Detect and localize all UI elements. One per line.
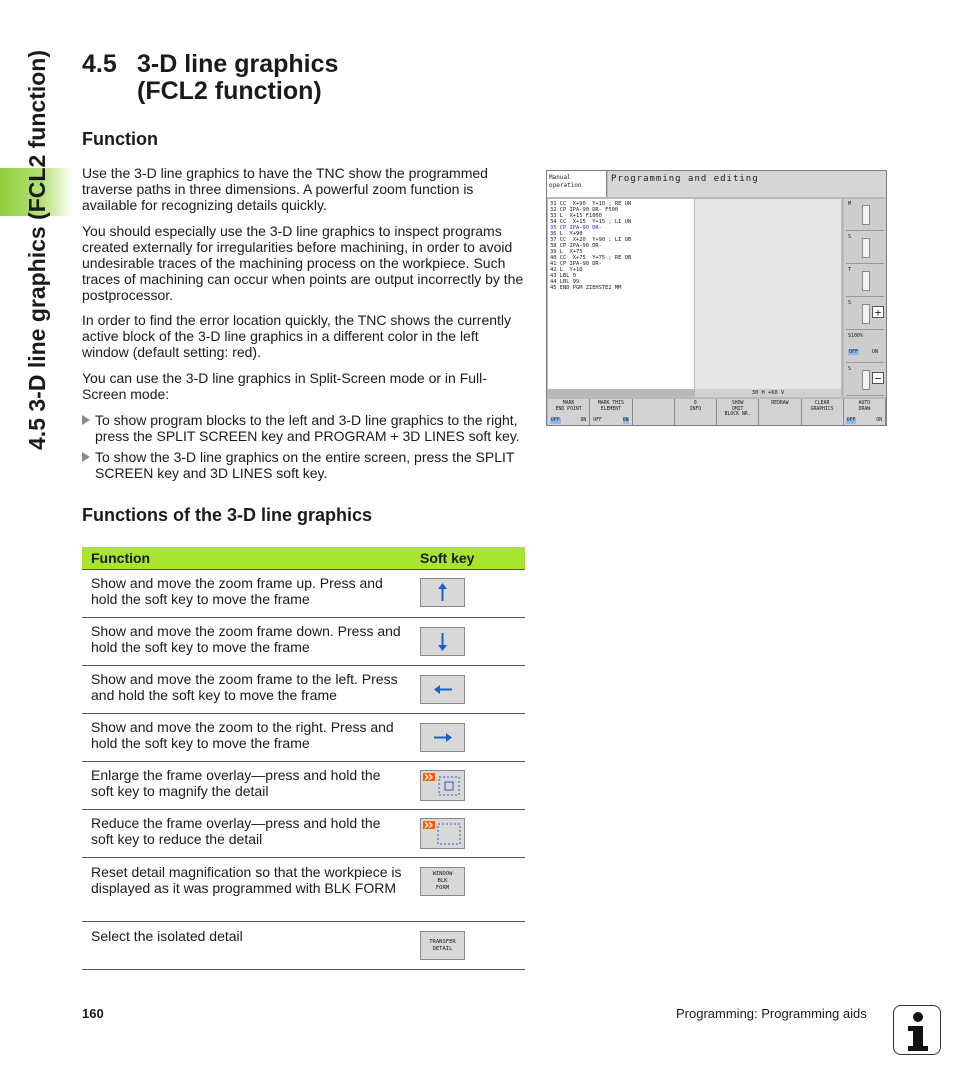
toggle-off: OFF: [551, 418, 560, 424]
softkey-arrow-right[interactable]: [420, 723, 465, 752]
table-row: Show and move the zoom frame up. Press and hold the soft key to move the frame: [82, 570, 525, 617]
page-title-line2: (FCL2 function): [137, 77, 322, 105]
section-number: 4.5: [82, 50, 117, 78]
minus-icon[interactable]: −: [872, 372, 884, 384]
paragraph-3: In order to find the error location quickly, the TNC shows the currently active block of the 3-D line graphics in a different color in the left window (default setting: red).: [82, 312, 512, 360]
info-icon: [893, 1005, 941, 1055]
screen-title: Programming and editing: [608, 171, 886, 197]
program-line[interactable]: 35 CP IPA-90 DR-: [550, 225, 602, 231]
program-window: [548, 199, 694, 389]
softkey-arrow-left[interactable]: [420, 675, 465, 704]
table-row: Enlarge the frame overlay—press and hold the soft key to magnify the detail: [82, 761, 525, 809]
screen-softkey-label: AUTO DRAW: [858, 401, 871, 412]
program-line[interactable]: 43 LBL 0: [550, 273, 576, 279]
graphics-window: [695, 199, 841, 389]
screen-softkey-label: MARK THIS ELEMENT: [597, 401, 624, 412]
side-panel-slot: [846, 265, 884, 297]
toggle-off: OFF: [849, 349, 859, 355]
section-heading-function: Function: [82, 129, 158, 149]
program-line[interactable]: 31 CC X+90 Y+10 ; RE UN: [550, 201, 632, 207]
tool-icon: [862, 238, 870, 258]
program-line[interactable]: 38 CP IPA-90 DR-: [550, 243, 602, 249]
side-panel-label: T: [848, 267, 852, 273]
paragraph-4: You can use the 3-D line graphics in Split-Screen mode or in Full-Screen mode:: [82, 370, 487, 402]
toggle-off: OFF: [846, 418, 856, 424]
program-line[interactable]: 33 L X+15 F1000: [550, 213, 602, 219]
program-line[interactable]: 37 CC X+20 Y+90 ; LI OB: [550, 237, 632, 243]
bullet-triangle-icon: [82, 452, 90, 462]
tool-icon: [862, 304, 870, 324]
arrow-up-icon: [421, 579, 464, 606]
toggle-on: ON: [876, 418, 882, 424]
softkey-arrow-up[interactable]: [420, 578, 465, 607]
table-row: Reset detail magnification so that the workpiece is displayed as it was programmed with BLK FORM WINDOW BLK FORM: [82, 857, 525, 921]
softkey-bar: [548, 399, 886, 425]
softkey-window-blk-form[interactable]: WINDOW BLK FORM: [420, 867, 465, 896]
screen-softkey[interactable]: [802, 399, 844, 425]
screen-softkey-label: 0 INFO: [689, 401, 702, 412]
screen-softkey[interactable]: [759, 399, 801, 425]
side-tab: [14, 50, 60, 700]
toggle-on: ON: [622, 418, 629, 424]
enlarge-frame-icon: [421, 771, 464, 800]
screen-softkey-label: SHOW OMIT BLOCK NR.: [724, 401, 751, 418]
mode-label: Manual operation: [547, 171, 607, 197]
program-line[interactable]: 40 CC X+75 Y+75 ; RE OB: [550, 255, 632, 261]
program-line[interactable]: 36 L Y+90: [550, 231, 583, 237]
side-panel-label: S100%: [848, 333, 864, 339]
page-number: 160: [82, 1006, 104, 1021]
program-line[interactable]: 39 L X+75: [550, 249, 583, 255]
section-heading-functions: Functions of the 3-D line graphics: [82, 505, 373, 525]
table-row: Reduce the frame overlay—press and hold the soft key to reduce the detail: [82, 809, 525, 857]
side-panel: [844, 199, 886, 397]
screen-softkey-label: CLEAR GRAPHICS: [810, 401, 834, 412]
reduce-frame-icon: [421, 819, 464, 848]
screen-softkey[interactable]: [633, 399, 675, 425]
program-line[interactable]: 45 END PGM ZIEHSTE2 MM: [550, 285, 622, 291]
side-panel-label: M: [848, 201, 852, 207]
screen-softkey-label: REDRAW: [771, 401, 789, 406]
side-panel-slot: [846, 199, 884, 231]
chapter-title: Programming: Programming aids: [676, 1006, 867, 1021]
column-header-function: Function: [91, 550, 151, 566]
screen-softkey[interactable]: [844, 399, 886, 425]
table-row: Show and move the zoom to the right. Press and hold the soft key to move the frame: [82, 713, 525, 761]
paragraph-1: Use the 3-D line graphics to have the TNC show the programmed traverse paths in three dimensions. A powerful zoom function is available for recognizing details quickly.: [82, 165, 488, 213]
table-row: Show and move the zoom frame to the left. Press and hold the soft key to move the frame: [82, 665, 525, 713]
angle-readout: 30 H +60 V: [695, 389, 841, 397]
screen-softkey-label: MARK END POINT: [555, 401, 582, 412]
side-tab-label: 4.5 3-D line graphics (FCL2 function): [24, 50, 50, 450]
table-row: Select the isolated detail TRANSFER DETAIL: [82, 921, 525, 970]
screen-softkey[interactable]: [717, 399, 759, 425]
toggle-off: OFF: [593, 418, 602, 424]
side-panel-label: S: [848, 366, 852, 372]
side-panel-label: S: [848, 234, 852, 240]
toggle-on: ON: [580, 418, 587, 424]
functions-table: [82, 547, 525, 970]
program-line[interactable]: 44 LBL 99: [550, 279, 580, 285]
bullet-triangle-icon: [82, 415, 90, 425]
screen-softkey[interactable]: [548, 399, 590, 425]
side-panel-slot: [846, 364, 884, 396]
screen-softkey[interactable]: [675, 399, 717, 425]
table-row: Show and move the zoom frame down. Press and hold the soft key to move the frame: [82, 617, 525, 665]
tnc-screen: [546, 170, 887, 426]
arrow-left-icon: [421, 676, 464, 703]
side-panel-label: S: [848, 300, 852, 306]
screen-softkey[interactable]: [590, 399, 632, 425]
toggle-on: ON: [872, 349, 879, 355]
plus-icon[interactable]: +: [872, 306, 884, 318]
page-title: 3-D line graphics: [137, 50, 339, 78]
side-panel-slot: [846, 232, 884, 264]
paragraph-2: You should especially use the 3-D line graphics to inspect programs created externally for irregularities before machining, in order to avoid undesirable traces of the machining process on the workpiece. Such traces of machining can occur when points are output incorrectly by the postprocessor.: [82, 223, 524, 303]
side-panel-slot: [846, 331, 884, 363]
arrow-down-icon: [421, 628, 464, 655]
side-panel-slot: [846, 298, 884, 330]
program-line[interactable]: 34 CC X+15 Y+15 ; LI UN: [550, 219, 632, 225]
softkey-arrow-down[interactable]: [420, 627, 465, 656]
tool-icon: [862, 370, 870, 390]
arrow-right-icon: [421, 724, 464, 751]
tool-icon: [862, 205, 870, 225]
softkey-enlarge-frame[interactable]: [420, 770, 465, 801]
program-line[interactable]: 42 L Y+10: [550, 267, 583, 273]
program-line[interactable]: 32 CP IPA-90 DR- F500: [550, 207, 619, 213]
softkey-reduce-frame[interactable]: [420, 818, 465, 849]
tool-icon: [862, 271, 870, 291]
softkey-transfer-detail[interactable]: TRANSFER DETAIL: [420, 931, 465, 960]
column-header-softkey: Soft key: [420, 550, 475, 566]
table-header: [82, 547, 525, 569]
program-line[interactable]: 41 CP IPA-90 DR-: [550, 261, 602, 267]
